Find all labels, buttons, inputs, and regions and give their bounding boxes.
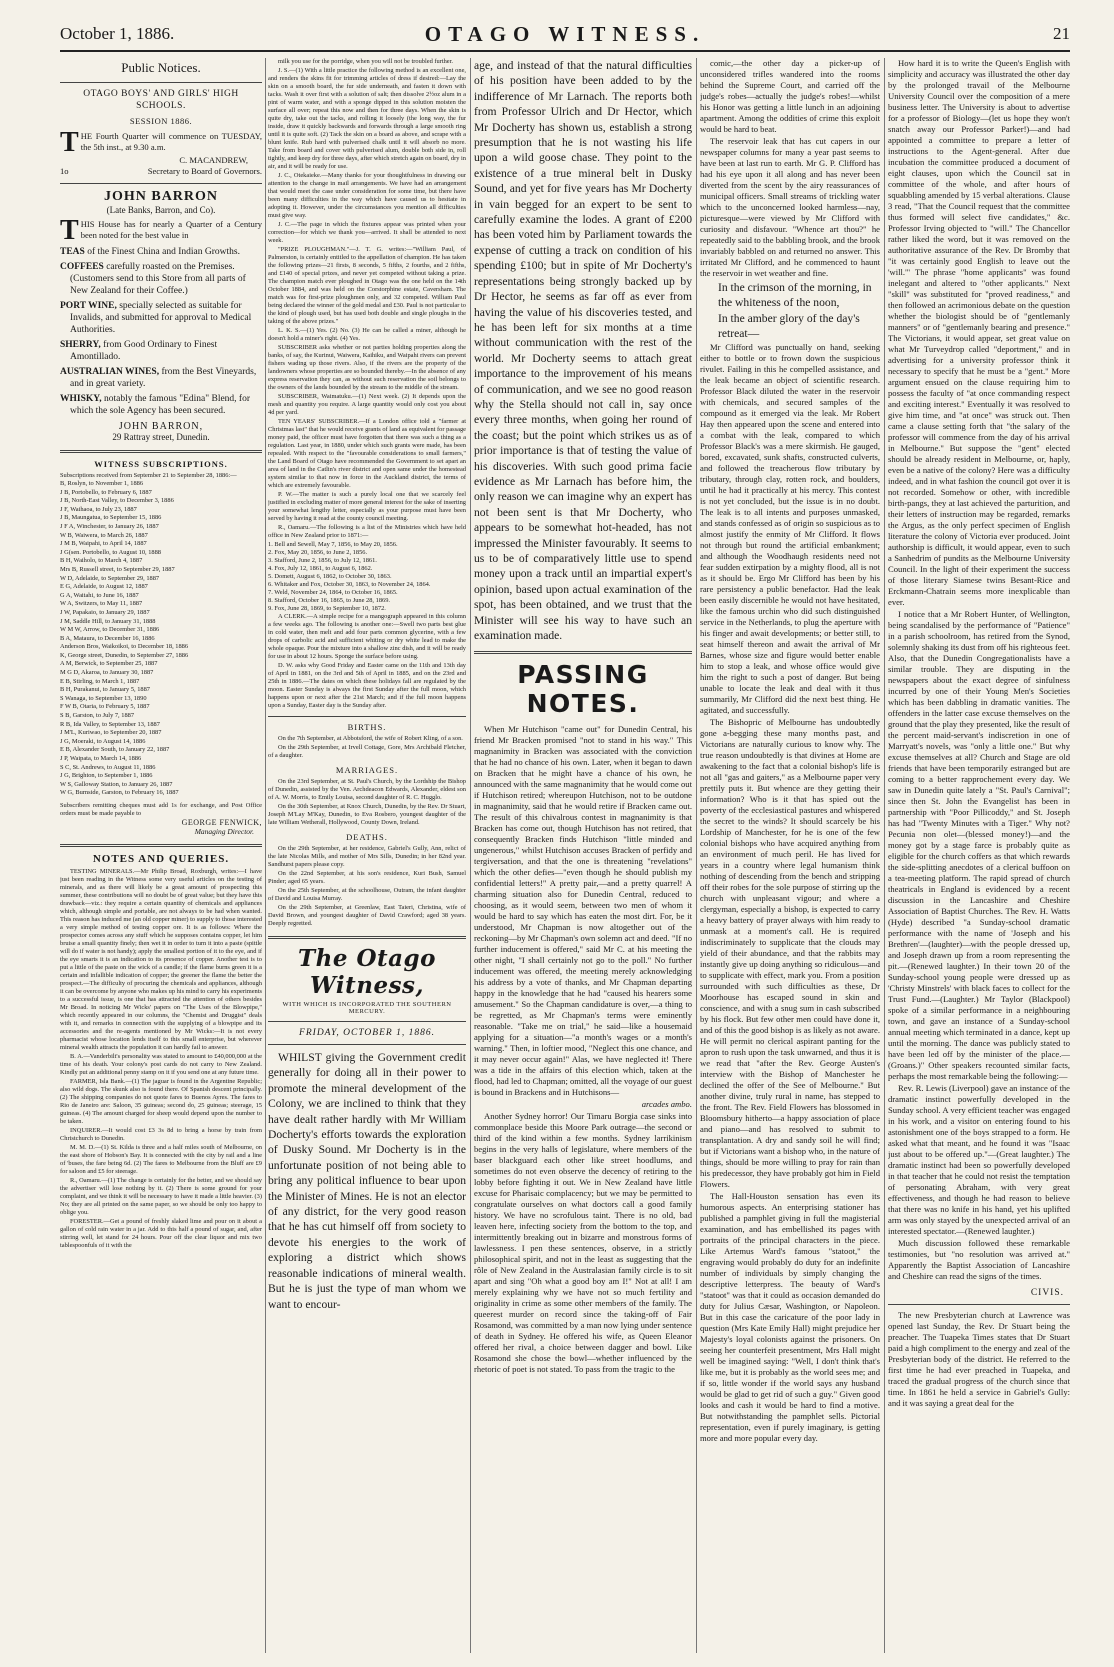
witness-tagline: WITH WHICH IS INCORPORATED THE SOUTHERN MERCURY.: [282, 1001, 452, 1015]
divider: [268, 936, 466, 939]
query-answer: R., Oamaru.—(1) The change is certainly for the better, and we should say the advertiser will lose nothing by it. (2) There is some ground for your complaint, and we think it will be necessary to have it made a little heavier. (3) No; they are all printed on the same paper, so we should be only too happy to oblige you.: [60, 1176, 262, 1216]
subscription-entry: W G, Burnside, Garston, to February 16, 1887: [60, 789, 179, 797]
barron-ad-item-text: from the Best Vineyards, and in great variety.: [70, 367, 257, 389]
public-notices-heading: Public Notices.: [121, 60, 201, 75]
article-paragraph: The new Presbyterian church at Lawrence was opened last Sunday, the Rev. Dr Stuart being the preacher. The Tuapeka Times states that Dr Stuart paid a high compliment to the energy and zeal of the Presbyterian body of the district. He referred to the first time he had ever preached in Tuapeka, and traced the gradual progress of the church since that time. In 1861 he held a service in Gabriel's Gully: and it was saying a great deal for the: [888, 1310, 1070, 1408]
column-2: [268, 58, 466, 1653]
deaths-heading: DEATHS.: [346, 832, 388, 842]
barron-ad-item-text: carefully roasted on the Premises. (Customers send to this Store from all parts of New Zealand for their Coffee.): [70, 262, 246, 296]
divider: [268, 716, 466, 717]
subscriptions-footer: Subscribers remitting cheques must add 1s for exchange, and Post Office orders must be made payable to: [60, 801, 262, 817]
marriage-notice: On the 30th September, at Knox Church, Dunedin, by the Rev. Dr Stuart, Joseph M'Lay M'Kay, Dunedin, to Eva Rosbero, youngest daughter of the late William Wetherall, Hollywood, County Down, Ireland.: [268, 803, 466, 826]
barron-ad-item-text: from Good Ordinary to Finest Amontillado.: [70, 340, 218, 362]
column-5: [888, 58, 1070, 1653]
divider: [60, 844, 262, 847]
subscription-entry: G A, Waitahi, to June 16, 1887: [60, 591, 139, 599]
school-notice-session: SESSION 1886.: [129, 116, 193, 126]
subscription-entry: J B, North-East Valley, to December 3, 1886: [60, 497, 174, 505]
school-notice-title: OTAGO BOYS' AND GIRLS' HIGH SCHOOLS.: [83, 89, 239, 111]
marriage-notice: On the 23rd September, at St. Paul's Church, by the Lordship the Bishop of Dunedin, assisted by the Ven. Archdeacon Edwards, Alexander, eldest son of A. W. Morris, to Emily Louisa, second daughter of R. C. Hugglo.: [268, 778, 466, 801]
barron-ad-name: JOHN BARRON,: [118, 421, 204, 432]
subscription-entry: W A, Switzers, to May 11, 1887: [60, 600, 143, 608]
passing-note-tag: arcades ambo.: [641, 1099, 692, 1110]
subscription-entry: Mrs B, Russell street, to September 29, 1887: [60, 565, 175, 573]
barron-ad-item-text: of the Finest China and Indian Growths.: [87, 247, 240, 257]
barron-ad-item-text: notably the famous "Edina" Blend, for which the sole Agency has been secured.: [70, 394, 251, 416]
article-paragraph: The Hall-Houston sensation has even its humorous aspects. An enterprising stationer has published a pamphlet giving in full the magisterial examination, and has embellished its pages with portraits of the principal characters in the piece. Like Artemus Ward's famous "statoot," the engraving would probably do duty for an indefinite number of individuals by simply changing the descriptive letterpress. The beauty of Ward's "statoot" was that it could as occasion demanded do duty for Julius Cæsar, Washington, or Napoleon. But in this case the caricature of the poor lady in question (Mrs Kate Emily Hall) might prejudice her Majesty's loyal colonists against the prisoners. On seeing her counterfeit presentment, Mrs Hall might well be imagined saying: "Well, I don't think that's like me, but it is probably as the world sees me; and if so, little wonder if the world says any husband would be glad to get rid of such a guy." Given good looks and cash it would be hard to find a motive. But notwithstanding the pamphlet sells. Pictorial representation, even if purely imaginary, is getting more and more popular every day.: [700, 1190, 880, 1443]
ministry-entry: 6. Whitaker and Fox, October 30, 1863, to November 24, 1864.: [268, 581, 431, 588]
subscriptions-list: [60, 480, 262, 798]
query-answer: B. A.—Vanderbilt's personality was stated to amount to £40,000,000 at the time of his death. Your colony's post cards do not carry to New Zealand. Kindly put an additional penny stamp on it if you send one at any future time.: [60, 1052, 262, 1076]
article-paragraph: Mr Clifford was punctually on hand, seeking either to bottle or to frown down the suspicious rivulet. Failing in this he compelled assistance, and the leak became an object of scientific research. Professor Black diluted the water in the reservoir with chemicals, and secured samples of the compound as it emerged via the leak. Mr Robert Hay then appeared upon the scene and entered into a combat with the leak, compared to which Professor Black's was a mere skirmish. He gauged, bored, excavated, sunk shafts, constructed culverts, and followed the treacherous flow tributary by tributary, through clay, rotten rock, and boulders, until he had it practically at his mercy. This contest is not yet concluded, but the issue is in no doubt. The leak is to all intents and purposes unmasked, and stands confessed as of origin so suspicious as to almost justify the enmity of Mr Clifford. It flows not through but round the artificial embankment; and although the Woodhaugh residents need not fear sudden extirpation by a mighty flood, all is not as it should be. Ergo Mr Clifford has been by his rare persistency a public benefactor. Had the leak been easily discernible he would not have hesitated, like the famous urchin who did such distinguished service in the Netherlands, to plug the aperture with his finger and await developments; or better still, to seat himself thereon and await the arrival of Mr Barnes, whose size and figure would better enable him to stop a leak, and whose office would give him the right to such a post of danger. But being unable to locate the leak and deal with it thus summarily, Mr Clifford did the next best thing. He agitated, and successfully.: [700, 341, 880, 715]
query-answer: milk you use for the porridge, when you will not be troubled further.: [278, 58, 453, 65]
subscription-entry: J B, Portobello, to February 6, 1887: [60, 488, 152, 496]
divider: [888, 1304, 1070, 1305]
query-answer: "PRIZE PLOUGHMAN."—J. T. G. writes:—"William Paul, of Palmerston, is certainly entitled to the appellation of champion. He has taken the following prizes—21 firsts, 8 seconds, 5 fifths, 2 fourths, and 2 fifths, and £140 of special prizes, and never yet competed without taking a prize. The champion match ever ploughed in Otago was the one held on the 14th October 1884, and was held on the Corstorphine estate, Caversham. The match was for first-prize ploughmen only, and 32 competed. William Paul being declared the winner of the gold medal and £30. Paul is not particular to the kind of plough used, but has used both double and single ploughs in the taking of the above prizes.": [268, 246, 466, 325]
notes-and-queries-heading: NOTES AND QUERIES.: [92, 852, 230, 865]
school-notice-signed-title: 1o Secretary to Board of Governors.: [60, 166, 262, 176]
subscription-entry: J G(sen. Portobello, to August 10, 1888: [60, 548, 162, 556]
query-answer: SUBSCRIBER, Waimatuku.—(1) Next week. (2) It depends upon the mesh and quantity you require. A large quantity would only cost you about 4d per yard.: [268, 393, 466, 416]
passing-notes-heading: PASSING NOTES.: [517, 660, 649, 719]
school-notice-body: THE Fourth Quarter will commence on TUESDAY, the 5th inst., at 9.30 a.m.: [60, 127, 262, 158]
verse-quote: [700, 280, 880, 342]
leader-article: WHILST giving the Government credit generally for doing all in their power to promote the mineral development of the Colony, we are inclined to think that they have dealt rather hardly with Mr William Docherty's efforts towards the exploration of Dusky Sound. Mr Docherty is in the unfortunate position of not being able to bring any political influence to bear upon the Minister of Mines. He is not an elector of any district, for the very good reason that he has cut himself off from society to devote his energies to the work of exploring a district which shows reasonable indications of mineral wealth. But he is just the type of man whom we want to encour-: [268, 1051, 466, 1311]
leader-dateline: FRIDAY, OCTOBER 1, 1886.: [299, 1028, 435, 1038]
subscription-entry: J F A, Winchester, to January 26, 1887: [60, 522, 159, 530]
ministry-entry: 1. Bell and Sewell, May 7, 1856, to May 20, 1856.: [268, 541, 398, 548]
ministries-list: [268, 541, 466, 613]
death-notice: On the 22nd September, at his son's residence, Kuri Bush, Samuel Pinder; aged 65 years.: [268, 870, 466, 885]
query-answer: P. W.—The matter is such a purely local one that we scarcely feel justified in excluding matter of more general interest for the sake of inserting your somewhat lengthy letter, especially as your purpose must have been served by having it read at the county council meeting.: [268, 491, 466, 522]
barron-ad-address: 29 Rattray street, Dunedin.: [112, 432, 210, 442]
barron-ad-item: [60, 339, 262, 363]
subscription-entry: E G, Adelaide, to August 12, 1887: [60, 583, 148, 591]
ministry-entry: 7. Weld, November 24, 1864, to October 16, 1865.: [268, 589, 398, 596]
death-notice: On the 25th September, at the schoolhouse, Outram, the infant daughter of David and Louisa Murray.: [268, 887, 466, 902]
subscriptions-intro: Subscriptions received from September 21 to September 28, 1886:—: [60, 472, 237, 479]
barron-ad-subtitle: (Late Banks, Barron, and Co).: [106, 205, 216, 215]
newspaper-title: OTAGO WITNESS.: [424, 22, 706, 46]
barron-ad-item: [60, 366, 262, 390]
ministry-entry: 8. Stafford, October 16, 1865, to June 28, 1869.: [268, 597, 390, 604]
subscription-entry: R B, Ida Valley, to September 13, 1887: [60, 720, 160, 728]
subscription-entry: F W B, Otaria, to February 5, 1887: [60, 703, 150, 711]
column-rule: [696, 58, 697, 1653]
subscription-entry: W D, Adelaide, to September 29, 1887: [60, 574, 160, 582]
church-news: [888, 1310, 1070, 1409]
column-3: [474, 58, 692, 1653]
ministry-entry: 5. Domett, August 6, 1862, to October 30, 1863.: [268, 573, 392, 580]
column-rule: [265, 58, 266, 1653]
witness-nameplate: The Otago Witness,: [298, 945, 436, 999]
subscriptions-signed: GEORGE FENWICK,: [181, 817, 262, 827]
subscription-entry: B H, Purakanui, to January 5, 1887: [60, 686, 150, 694]
verse-line: In the amber glory of the day's retreat—: [718, 311, 860, 341]
death-notice: On the 29th September, at Greenlaw, East Taieri, Christina, wife of David Brown, and youngest daughter of David Crawford; aged 38 years. Deeply regretted.: [268, 904, 466, 927]
passing-notes-continued: [700, 58, 880, 279]
article-paragraph: How hard it is to write the Queen's English with simplicity and accuracy was illustrated the other day by the prolonged travail of the Melbourne University Council over the composition of a mere business letter. The University is about to advertise for a professor of Biology—(let us hope they won't snatch away our Professor Parker!)—and had appointed a committee to prepare a letter of instructions to the Agent-general. After due incubation the committee produced a document of eight clauses, upon which the Council sat in committee of the whole, and after hours of squabbling amended by 15 verbal alterations. Clause 3 read, "That the Council request that the committee thus formed will select five candidates," &c. Professor Irving objected to "will." The Chancellor rather liked the word, but it was removed on the authoritative assurance of the Rev. Dr Bromby that "it was certainly good English to leave out the 'will.'" The phrase "home applicants" was found inelegant and altered to "other applicants." Next "skill" was substituted for "proved readiness," and then followed an acrimonious debate on the question whether the biologist should be of "gentlemanly manners" or of "gentlemanly bearing and presence." The Victorians, it would appear, set great value on what Mr Turveydrop called "deportment," and in advertising for a university professor think it necessary to specify that he must be a "gent." More argument ensued on the clause requiring him to possess the faculty of "at once commanding respect and exciting interest." Eventually it was resolved to give him time, and "at once" was struck out. Then came a clause setting forth that "the salary of the professor will commence from the day of his arrival in Melbourne." But suppose the "gent" elected should be already resident in Melbourne, or, haply, even be a native of the colony? Here was a difficulty indeed, and in what fashion the council got over it is not recorded. Somehow or other, with incredible birth-pangs, they at last achieved the parturition, and their letters of instruction may be regarded, remarks the Argus, as the only perfect specimen of English literature the colony of Victoria ever produced. Joint authorship is difficult, it would appear, even to such a Sanhedrim of pundits as the Melbourne University Council. In the light of their experiment the success of those literary Siamese twins Besant-Rice and Erckmann-Chatrain seems more inexplicable than ever.: [888, 58, 1070, 607]
article-paragraph: Rev. R. Lewis (Liverpool) gave an instance of the dramatic instinct powerfully developed in the Sunday school. A very efficient teacher was engaged in his work, and a visitor on entering found to his astonishment one of the boys strapped to a form. He asked what that meant, and he found it was "Isaac just about to be offered up."—(Great laughter.) The dramatic instinct had been so powerfully developed in that teacher that he could not resist the temptation of personating Abraham, with very great effectiveness, and though he had reason to believe that there was no knife in his hand, yet his uplifted arm was only stayed by the unexpected arrival of an interested spectator.—(Renewed laughter.): [888, 1083, 1070, 1236]
subscriptions-heading: WITNESS SUBSCRIPTIONS.: [94, 459, 228, 469]
leader-article-continued: age, and instead of that the natural difficulties of his position have been added to by the indifference of Mr Larnach. The reports both from Professor Ulrich and Dr Hector, which Mr Docherty has shown us, establish a strong presumption that he is not wasting his life upon a wild goose chase. They point to the existence of a true mineral belt in Dusky Sound, and yet for five years has Mr Docherty in vain begged for an expert to be sent to carefully examine the lodes. A grant of £200 has been voted him by Parliament towards the expense of cutting a track on condition of his spending £100; but in spite of Mr Docherty's representations being strongly backed up by Dr Hector, he seems as far off as ever from having the value of his discoveries tested, and he has been left for six months at a time without communication with the rest of the world. Mr Docherty seems to attach great importance to the improvement of his means of communication, and we see no good reason why the Stella should not call in, say once every three months, when going her round of the coast; but the point which strikes us as of prior importance is that of testing the value of his discoveries. With such good prima facie evidence as Mr Larnach has before him, the only reason we can imagine why an expert has not been sent is that Mr Docherty, who appears to be somewhat hot-headed, has not impressed the Minister favourably. It seems to us to be of comparatively little use to spend money upon a track until an impartial expert's opinion, based upon actual examination of the spot, has been obtained, and we trust that the Minister will see his way to have such an examination made.: [474, 59, 692, 643]
barron-ad-item-head: WHISKY,: [60, 394, 104, 404]
subscription-entry: S Wanaga, to September 13, 1890: [60, 694, 147, 702]
subscription-entry: J F, Waihaoa, to July 23, 1887: [60, 505, 137, 513]
subscription-entry: S B, Garston, to July 7, 1887: [60, 712, 135, 720]
drop-cap: T: [60, 215, 79, 246]
column-rule: [884, 58, 885, 1653]
subscription-entry: E B, Alexander South, to January 22, 1887: [60, 746, 170, 754]
divider: [268, 1044, 466, 1045]
author-signature: CIVIS.: [1030, 1288, 1064, 1298]
query-answer: M. M. D.—(1) St. Kilda is three and a half miles south of Melbourne, on the east shore of Hobson's Bay. It is connected with the city by rail and a line of 'buses, the fare being 6d. (2) The fares to Melbourne from the Bluff are £9 for saloon and £5 for steerage.: [60, 1143, 262, 1175]
ministry-entry: 4. Fox, July 12, 1861, to August 6, 1862.: [268, 565, 373, 572]
notes-and-queries-body: [60, 868, 262, 1250]
subscription-entry: J B, Maungatua, to September 15, 1886: [60, 514, 162, 522]
drop-cap: T: [60, 127, 79, 158]
births-heading: BIRTHS.: [347, 722, 387, 732]
masthead: [60, 22, 1070, 52]
subscription-entry: A M, Berwick, to September 25, 1887: [60, 660, 158, 668]
article-paragraph: The reservoir leak that has cut capers in our newspaper columns for many a year past seems to have been at last run to earth. Mr G. P. Clifford has had his eye upon it all along and has never been diverted from the scent by the airy reassurances of municipal officers. Small streams of trickling water which to the unconcerned looked harmless—nay, picturesque—were viewed by Mr Clifford with curiosity and disfavour. "Whence art thou?" he repeatedly said to the babbling brook, and the brook invariably babbled on and returned no answer. This irritated Mr Clifford, and he commenced to haunt the reservoir in wet weather and fine.: [700, 136, 880, 278]
barron-ad-item-head: TEAS: [60, 247, 88, 257]
subscriptions-signed-title: Managing Director.: [194, 826, 254, 836]
barron-ad-item-text: specially selected as suitable for Invalids, and submitted for approval to Medical Authorities.: [70, 301, 252, 335]
barron-ad-item: [60, 261, 262, 297]
subscription-entry: J G, Moeraki, to August 14, 1886: [60, 737, 146, 745]
verse-line: In the crimson of the morning, in the whiteness of the noon,: [718, 281, 872, 310]
query-answer: FARMER, Isla Bank.—(1) The jaguar is found in the Argentine Republic; also wild dogs. The skunk also is found there. Of Spanish descent principally. (2) The shipping companies do not quote fares to Buenos Ayres. The fares to Rio de Janeiro are: Saloon, 35 guineas; second do, 25 guineas; steerage, 15 guineas. (4) The amount charged for sheep would depend upon the number to be taken.: [60, 1077, 262, 1125]
subscription-entry: W B, Waiwera, to March 26, 1887: [60, 531, 148, 539]
birth-notice: On the 7th September, at Abbotsford, the wife of Robert Kling, of a son.: [278, 735, 463, 742]
subscription-entry: Anderson Bros, Waikoikoi, to December 18, 1886: [60, 643, 189, 651]
subscription-entry: S C, St. Andrews, to August 11, 1886: [60, 763, 156, 771]
subscription-entry: B, Roslyn, to November 1, 1886: [60, 480, 144, 487]
divider: [268, 1021, 466, 1022]
column-rule: [470, 58, 471, 1653]
subscription-entry: J M, Saddle Hill, to January 31, 1888: [60, 617, 156, 625]
notes-continued-2: [268, 613, 466, 710]
notes-continued: [268, 58, 466, 540]
passing-notes-continued-2: [700, 342, 880, 1444]
column-4: [700, 58, 880, 1653]
births-list: [268, 735, 466, 760]
article-paragraph: comic,—the other day a picker-up of unconsidered trifles wandered into the rooms behind the Supreme Court, and carried off the judge's robes—actually the judge's robes!—whilst his Honor was getting a little lunch in an adjoining apartment. Among the oddities of crime this exploit would be hard to beat.: [700, 58, 880, 134]
barron-ad-item-head: AUSTRALIAN WINES,: [60, 367, 162, 377]
ministry-entry: 2. Fox, May 20, 1856, to June 2, 1856.: [268, 549, 368, 556]
marriages-list: [268, 778, 466, 827]
query-answer: J. C., Otekaieke.—Many thanks for your thoughtfulness in drawing our attention to the change in mail arrangements. We have had an arrangement that would meet the case under consideration for some time, but there have been many difficulties in the way which have caused us to hesitate in adopting it. However, under the circumstances you mention all difficulties must give way.: [268, 172, 466, 219]
query-answer: L. K. S.—(1) Yes. (2) No. (3) He can be called a miner, although he doesn't hold a miner's right. (4) Yes.: [268, 327, 466, 342]
barron-ad-item-head: COFFEES: [60, 262, 107, 272]
divider: [60, 82, 262, 83]
query-answer: D. W. asks why Good Friday and Easter came on the 11th and 13th day of April in 1881, on the 3rd and 5th of April in 1885, and on the 23rd and 25th in 1886.—The dates on which these holidays fall are regulated by the moon. Easter Sunday is always the first Sunday after the full moon, which happens upon or next after the 21st March; and if the full moon happens upon a Sunday, Easter day is the Sunday after.: [268, 662, 466, 709]
query-answer: TEN YEARS' SUBSCRIBER.—If a London office told a "farmer at Christmas last" that he would receive grants of land as equivalent for passage money paid, the officer must have forgotten that there was such a thing as a regulation. Last year, in 1880, under which such grants were made, has been repealed. With respect to the "favourable considerations to small farmers," the Land Board of Otago have recommended the Government to set apart an area of land in the Catlin's river district and open same under the homestead system similar to that now in force in the Auckland district, the terms of which are extremely favourable.: [268, 418, 466, 489]
ministry-entry: 9. Fox, June 28, 1869, to September 10, 1872.: [268, 605, 386, 612]
divider: [474, 651, 692, 654]
query-answer: J. S.—(1) With a little practice the following method is an excellent one, and renders the skins fit for trimming articles of dress if desired:—Lay the skin on a smooth board, the fur side underneath, and fasten it down with tacks. Wash it over first with a solution of salt; then dissolve 2½oz alum in a pint of warm water, and with a sponge dipped in this solution moisten the surface all over; repeat this now and then for three days. When the skin is quite dry, take out the tacks, and rolling it loosely (the long way, the fur inside, draw it quickly backwards and forwards through a large smooth ring until it is quite soft. (2) Tack the skin on a board as above, and scrape with a blunt knife. Rub hard with pulverised chalk until it will absorb no more. Take from board and cover with pulverised alum, double both side in, roll tightly, and keep dry for three days, after which stretch again on board, dry in air, and it will be ready for use.: [268, 67, 466, 170]
subscription-entry: J M B, Waipahi, to April 14, 1887: [60, 540, 147, 548]
article-paragraph: Much discussion followed these remarkable testimonies, but "no resolution was arrived at." Apparently the Baptist Association of Lancashire and Cheshire can read the signs of the times.: [888, 1238, 1070, 1281]
subscription-entry: B A, Mataura, to December 16, 1886: [60, 634, 155, 642]
barron-ad-title: JOHN BARRON: [103, 189, 219, 204]
query-answer: SUBSCRIBER asks whether or not parties holding properties along the banks, of say, the Kurinui, Waiwera, Kaihiku, and Waipahi rivers can prevent fishers wading up those rivers. Also, if the rivers are the property of the landowners whose properties are so bounded thereby.—In the absence of any express reservation they can, as without such reservation the soil belongs to the owners of the lands bounded by the stream to the middle of the stream.: [268, 344, 466, 391]
passing-notes-body: [474, 724, 692, 1375]
passing-note-paragraph: When Mr Hutchison "came out" for Dunedin Central, his friend Mr Bracken promised "not to stand in his way." This magnanimity in Bracken was associated with the conviction that he had no chance of his own. Later, when it began to dawn on Bracken that he might have a chance of his own, he announced with the same magnanimity that he would come out if Hutchison retired; whereupon Hutchison, not to be outdone in magnanimity, said that he would retire if Bracken came out. The result of this chivalrous contest in magnanimity is that Bracken has come out, though Hutchison has not retired, that consequently Bracken finds Hutchison "little minded and ungenerous," whilst Hutchison accuses Bracken of perfidy and tergiversation, and that the one is threatening "revelations" which the other defies—"even though he should publish my confidential letters!" A pretty pair,—and a pretty quarrel! A charming situation also for Dunedin Central, reduced to choosing, as it would seem, between two men of whom it would be hard to say which has eaten the most dirt. For, be it understood, Mr Chapman is now altogether out of the reckoning—by Mr Chapman's own solemn act and deed. "If no further inducement is offered," said Mr C. at his meeting the other night, "I shall certainly not go to the poll." No further inducement was offered, the meeting merely acknowledging his address by a vote of thanks, and Mr Chapman departing happy in the knowledge that he had "caused his hearers some amusement." So the Chapman candidature is over,—a thing to be regretted, as Mr Chapman's terms were eminently reasonable. "Take me on trial," he said—like a housemaid applying for a situation—"a month's wages or a month's warning." Then, in loftier mood, "Neglect this one chance, and it may never occur again!" Alas, we have neglected it! There was a tide in the affairs of this election which, taken at the flood, had led to Chapman; omitted, all the voyage of our guest is bound in Brackens and in Hutchisons—: [474, 724, 692, 1098]
article-paragraph: I notice that a Mr Robert Hunter, of Wellington, being scandalised by the performance of "Patience" in a parish schoolroom, has retired from the Synod, solemnly shaking its dust from off his righteous feet. Also, that the Dunedin Congregationalists have a similar trouble. They are disputing in the newspapers about the exact degree of sinfulness incurred by one of their Young Men's Societies which has been dabbling in dramatic vanities. The offenders in the latter case excuse themselves on the ground that the play they presented, like the result of the percent maid-servant's indiscretion in one of Marryatt's novels, was "only a little one." But why excuse themselves at all? Church and Stage are old friends that have been temporarily estranged but are coming to a better rapprochement every day. We saw in Dunedin quite lately a "St. Paul's Carnival"; since then St. John the Evangelist has been in partnership with "Poor Pillicoddy," and St. Joseph has had "Twenty Minutes with a Tiger." Why not? Pecunia non olet—(blessed money!)—and the money got by a stage farce is probably quite as eligible for the church coffers as that which rewards the side-splitting anecdotes of a clerical buffoon on a tea-meeting platform. The rapid spread of church theatricals in England is evidenced by a recent discussion in the Lancashire and Cheshire Association of Baptist Churches. The Rev. H. Watts (Hyde) described "a Sunday-school dramatic performance with the name of 'Joseph and his Brethren'—(laughter)—with the people dressed up, and Joseph drawn up from a room representing the pit.—(Renewed laughter.) In their town 20 of the Sunday-school young people were dressed up as 'Christy Minstrels' with black faces to collect for the Trust Fund.—(Laughter.) Mr Taylor (Blackpool) spoke of a similar performance in a neighbouring town, and gave an instance of a Sunday-school annual meeting which terminated in a dance, kept up until the morning. The dance was publicly stated to have been led off by the minister of the place.—(Groans.)" Other speakers recounted similar facts, perhaps the most remarkable being the following:—: [888, 609, 1070, 1081]
subscription-entry: J G, Brighton, to September 1, 1886: [60, 772, 153, 780]
column-1: [60, 58, 262, 1653]
passing-notes-continued-3: [888, 58, 1070, 1282]
query-answer: INQUIRER.—It would cost £3 3s 8d to bring a horse by train from Christchurch to Dunedin.: [60, 1126, 262, 1142]
subscription-entry: B H, Waiholo, to March 4, 1887: [60, 557, 143, 565]
ministry-entry: 3. Stafford, June 2, 1856, to July 12, 1861.: [268, 557, 377, 564]
article-paragraph: The Bishopric of Melbourne has undoubtedly gone a-begging these many months past, and Victorians are naturally curious to know why. The true reason undoubtedly is that divines at Home are awakening to the fact that a colonial bishop's life is not all "gas and gaiters," as a Melbourne paper very prettily puts it. But whence are they getting their information? Who is it that has spied out the poverty of the ecclesiastical pastures and whispered the secret to the winds? It should scarcely be his Lordship of Manchester, for he is one of the few colonial bishops who have acquired anything from an environment of much peril. He has lived for years in a country where legal humanism think nothing of descending from the bench and stripping off their robes for the sole purpose of stirring up the church with unpleasant vigour; and where a clergyman, especially a bishop, is expected to carry a heavy battery of prayer always with him ready to unmask at a moment's call. He is required indiscriminately to supplicate that the clouds may yield of their abundance, and that the rabbits may instantly give up doing anything so ridiculous—and to supplicate with effect, mark you. From a position surrounded with such difficulties as these, Dr Moorhouse has escaped sound in skin and conscience, and with a snug sum in cash subscribed by his flock. But few other men could have done it, and of this the good bishop is as likely as not aware. He will permit no clerical aspirant panting for the apron to rush upon the task unwarned, and thus it is we read that "after the Rev. George Austen's interview with the Bishop of Manchester he declined the offer of the See of Melbourne." But another divine, truly rural in name, has stepped to the front. The Rev. Field Flowers has blossomed in Bloomsbury hitherto—a happy association of place and piano—and has resolved to submit to transplantation. A dry and sandy soil he will find; but if Victorians want a bishop who, in the nature of things, should be more willing to pray for rain than his predecessor, they have probably got him in Field Flowers.: [700, 716, 880, 1189]
school-notice-signed: C. MACANDREW,: [179, 155, 248, 165]
subscription-entry: E B, Stirling, to March 1, 1887: [60, 677, 140, 685]
subscription-entry: W S, Galloway Station, to January 26, 1887: [60, 780, 173, 788]
subscription-entry: W M W, Arrow, to December 31, 1886: [60, 626, 160, 634]
barron-ad-item: [60, 246, 262, 258]
subscription-entry: J W, Papakaio, to January 29, 1887: [60, 608, 150, 616]
query-answer: J. C.—The page in which the fixtures appear was printed when your correction—for which we thank you—arrived. It shall be attended to next week.: [268, 221, 466, 244]
barron-ad-item: [60, 300, 262, 336]
page-number: 21: [1053, 24, 1070, 43]
subscription-entry: K, George street, Dunedin, to September 27, 1886: [60, 651, 189, 659]
subscription-entry: J P, Waipata, to March 14, 1886: [60, 755, 142, 762]
barron-ad-intro: THIS House has for nearly a Quarter of a Century been noted for the best value in: [60, 215, 262, 246]
passing-note-paragraph: Another Sydney horror! Our Timaru Borgia case sinks into commonplace beside this Moore Park outrage—the second or third of the kind within a few months. Sydney larrikinism begins in the very halls of legislature, where members of the baser blackguard each other like street hoodlums, and sometimes do not even observe the decency of retiring to the lobby before fighting it out. We in New Zealand have little excuse for Pharisaic complacency; but we may be permitted to congratulate ourselves on what doctors call a good family history. We have no scrofulous taint. There is no old, bad leaven here, infecting society from the bottom to the top, and intermittently breaking out in bizarre and monstrous forms of lawlessness. I pen these sentences, observe, in a strictly philosophical spirit, and not in the least as suggesting that the rôle of New Zealand in the Australasian family circle is to sit apart and sing "Oh what a good boy am I!" Not at all! I am merely explaining why we have not so much fertility and originality in crime as some other members of the family. The queerest murder on record since the taking-off of Fair Rosamond, was committed by a man now lying under sentence of death in Sydney. He offered his wife, as Queen Eleanor offered her rival, a choice between dagger and bowl. Like Rosamond she chose the bowl—whether influenced by the rhetoric of poet is not stated. To pass from the tragic to the: [474, 1111, 692, 1375]
marriages-heading: MARRIAGES.: [335, 765, 399, 775]
issue-date: October 1, 1886.: [60, 24, 175, 43]
barron-ad-item-head: PORT WINE,: [60, 301, 120, 311]
divider: [60, 450, 262, 453]
query-answer: A CLERK.—A simple recipe for a mangograph appeared in this column a few weeks ago. The following is another one:—Swell two parts best glue in cold water, then melt and add four parts common glycerine, with a few drops of carbolic acid and sufficient whiting or dry white lead to make the whole opaque. Pour the mixture into a shallow zinc dish, and it will be ready for use in about 12 hours. Sponge the surface before using.: [268, 613, 466, 660]
birth-notice: On the 29th September, at Irvell Cottage, Gore, Mrs Archibald Fletcher, of a daughter.: [268, 744, 466, 759]
barron-ad-items: [60, 246, 262, 417]
query-answer: TESTING MINERALS.—Mr Philip Broad, Roxburgh, writes:—I have just been reading in the Witness some very useful articles on the testing of minerals, and as there will likely be a great amount of prospecting this summer, these contributions will no doubt be of great value; but they have this drawback—viz.: they require a certain quantity of chemicals and appliances which, although simple and portable, are not always to be had when wanted. This reason has induced me (an old copper miner) to supply to those interested a very simple method of testing copper ore. It is as follows: Where the prospector comes across any stuff which he supposes contains copper, let him bruise a small quantity finely; then wet it in order to turn it into a paste (spittle will do if water is not handy); apply the smallest portion of it to the eye, and if the eye smarts it is an indication to its presence of copper. Another test is to put a little of the paste on the wick of a candle; if the flame burns green it is a certain and infallible indication of copper; the greener the flame the better the prospect.—The difficulty of procuring the chemicals and appliances, although it can be overcome by anyone who makes up his mind to carry his experiments to a successful issue, is one that has attracted the attention of others besides Mr Broad. In noticing Mr Wicks' papers on "The Uses of the Blowpipe," which recently appeared in our columns, the "Chemist and Druggist" deals with it, and remarks in connection with the supplying of a blowpipe and its accessories and the re-agents mentioned by Mr Wicks:—It is not every pharmacist whose location lends itself to this small enterprise, but wherever mineral wealth attracts the population it can hardly fail to answer.: [60, 867, 262, 1051]
query-answer: R., Oamaru.—The following is a list of the Ministries which have held office in New Zealand prior to 1871:—: [268, 524, 466, 539]
subscription-entry: J M'L, Kuriwao, to September 20, 1887: [60, 729, 162, 737]
barron-ad-item-head: SHERRY,: [60, 340, 104, 350]
subscription-entry: M G D, Akaroa, to January 30, 1887: [60, 669, 154, 677]
query-answer: FORESTER.—Get a pound of freshly slaked lime and pour on it about a gallon of cold rain water in a jar. Add to this half a pound of sugar, and, after stirring well, let stand for 24 hours. Pour off the clear liquor and mix two tablespoonfuls of it with the: [60, 1217, 262, 1249]
divider: [60, 183, 262, 184]
death-notice: On the 29th September, at her residence, Gabriel's Gully, Ann, relict of the late Nicolas Mills, and mother of Mrs Sills, Dunedin; in her 82nd year. Sandhurst papers please copy.: [268, 845, 466, 868]
barron-ad-item: [60, 393, 262, 417]
deaths-list: [268, 845, 466, 928]
